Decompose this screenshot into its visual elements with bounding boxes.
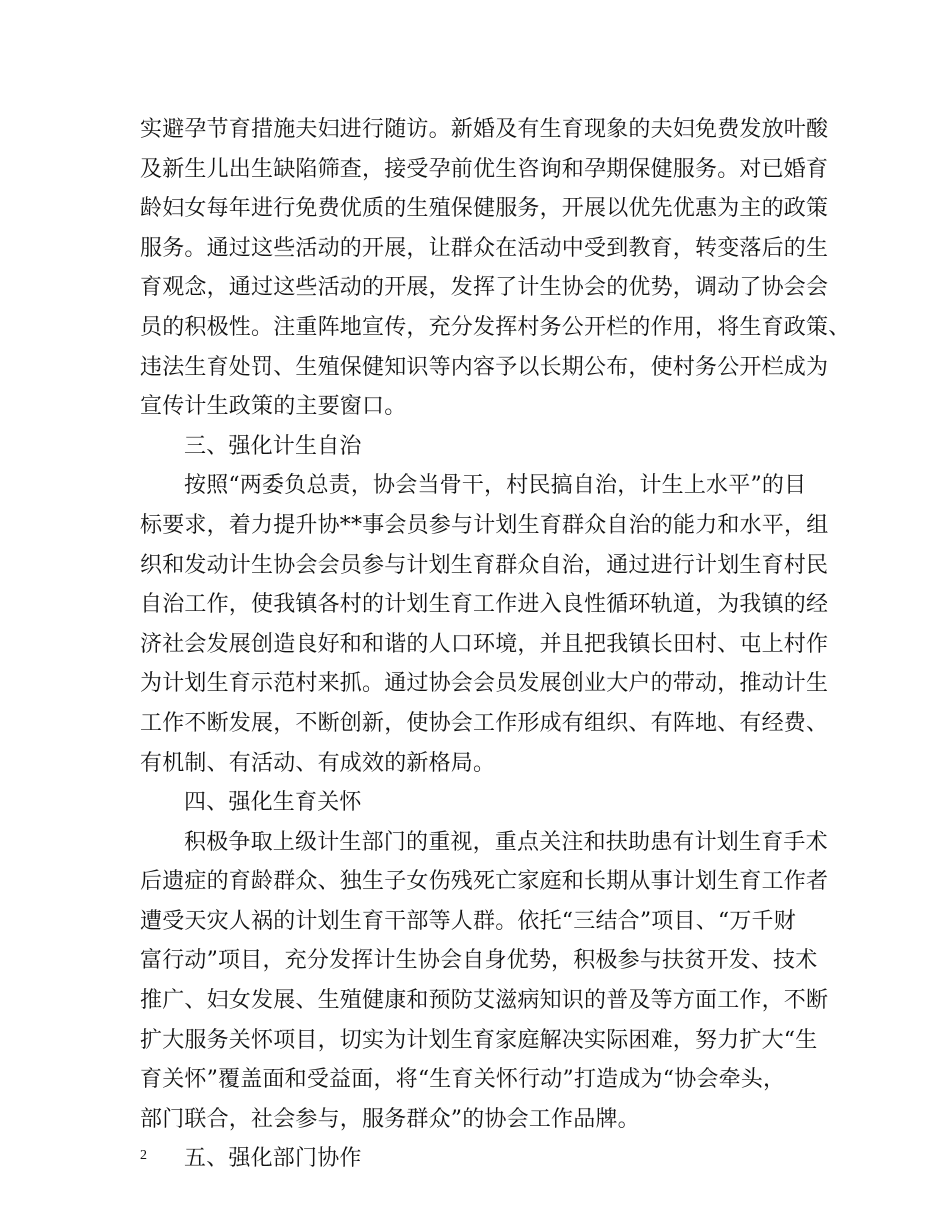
text-line: 违法生育处罚、生殖保健知识等内容予以长期公布，使村务公开栏成为 bbox=[140, 354, 829, 380]
text-line: 员的积极性。注重阵地宣传，充分发挥村务公开栏的作用，将生育政策、 bbox=[140, 314, 851, 340]
text-line: 及新生儿出生缺陷筛查，接受孕前优生咨询和孕期保健服务。对已婚育 bbox=[140, 156, 829, 182]
document-body bbox=[140, 110, 851, 1179]
text-line: 后遗症的育龄群众、独生子女伤残死亡家庭和长期从事计划生育工作者 bbox=[140, 869, 829, 895]
text-line: 有机制、有活动、有成效的新格局。 bbox=[140, 750, 496, 776]
text-line: 积极争取上级计生部门的重视，重点关注和扶助患有计划生育手术 bbox=[184, 829, 828, 855]
text-line: 标要求，着力提升协**事会员参与计划生育群众自治的能力和水平，组 bbox=[140, 512, 829, 538]
text-line: 推广、妇女发展、生殖健康和预防艾滋病知识的普及等方面工作，不断 bbox=[140, 988, 829, 1014]
text-line: 为计划生育示范村来抓。通过协会会员发展创业大户的带动，推动计生 bbox=[140, 671, 829, 697]
text-line: 育观念，通过这些活动的开展，发挥了计生协会的优势，调动了协会会 bbox=[140, 275, 829, 301]
text-line: 服务。通过这些活动的开展，让群众在活动中受到教育，转变落后的生 bbox=[140, 235, 829, 261]
section-heading: 五、强化部门协作 bbox=[184, 1146, 362, 1172]
text-line: 遭受天灾人祸的计划生育干部等人群。依托“三结合”项目、“万千财 bbox=[140, 908, 796, 934]
text-line: 育关怀”覆盖面和受益面，将“生育关怀行动”打造成为“协会牵头， bbox=[140, 1067, 786, 1093]
section-heading: 四、强化生育关怀 bbox=[184, 790, 362, 816]
section-heading: 三、强化计生自治 bbox=[184, 433, 362, 459]
text-line: 部门联合，社会参与，服务群众”的协会工作品牌。 bbox=[140, 1106, 640, 1132]
text-line: 富行动”项目，充分发挥计生协会自身优势，积极参与扶贫开发、技术 bbox=[140, 948, 818, 974]
text-line: 龄妇女每年进行免费优质的生殖保健服务，开展以优先优惠为主的政策 bbox=[140, 196, 829, 222]
text-line: 宣传计生政策的主要窗口。 bbox=[140, 394, 407, 420]
text-line: 济社会发展创造良好和和谐的人口环境，并且把我镇长田村、屯上村作 bbox=[140, 631, 829, 657]
page-number: 2 bbox=[140, 1148, 147, 1163]
text-line: 织和发动计生协会会员参与计划生育群众自治，通过进行计划生育村民 bbox=[140, 552, 829, 578]
text-line: 按照“两委负总责，协会当骨干，村民搞自治，计生上水平”的目 bbox=[184, 473, 807, 499]
text-line: 实避孕节育措施夫妇进行随访。新婚及有生育现象的夫妇免费发放叶酸 bbox=[140, 117, 829, 142]
text-line: 自治工作，使我镇各村的计划生育工作进入良性循环轨道，为我镇的经 bbox=[140, 592, 829, 618]
text-line: 工作不断发展，不断创新，使协会工作形成有组织、有阵地、有经费、 bbox=[140, 710, 829, 736]
text-line: 扩大服务关怀项目，切实为计划生育家庭解决实际困难，努力扩大“生 bbox=[140, 1027, 818, 1053]
